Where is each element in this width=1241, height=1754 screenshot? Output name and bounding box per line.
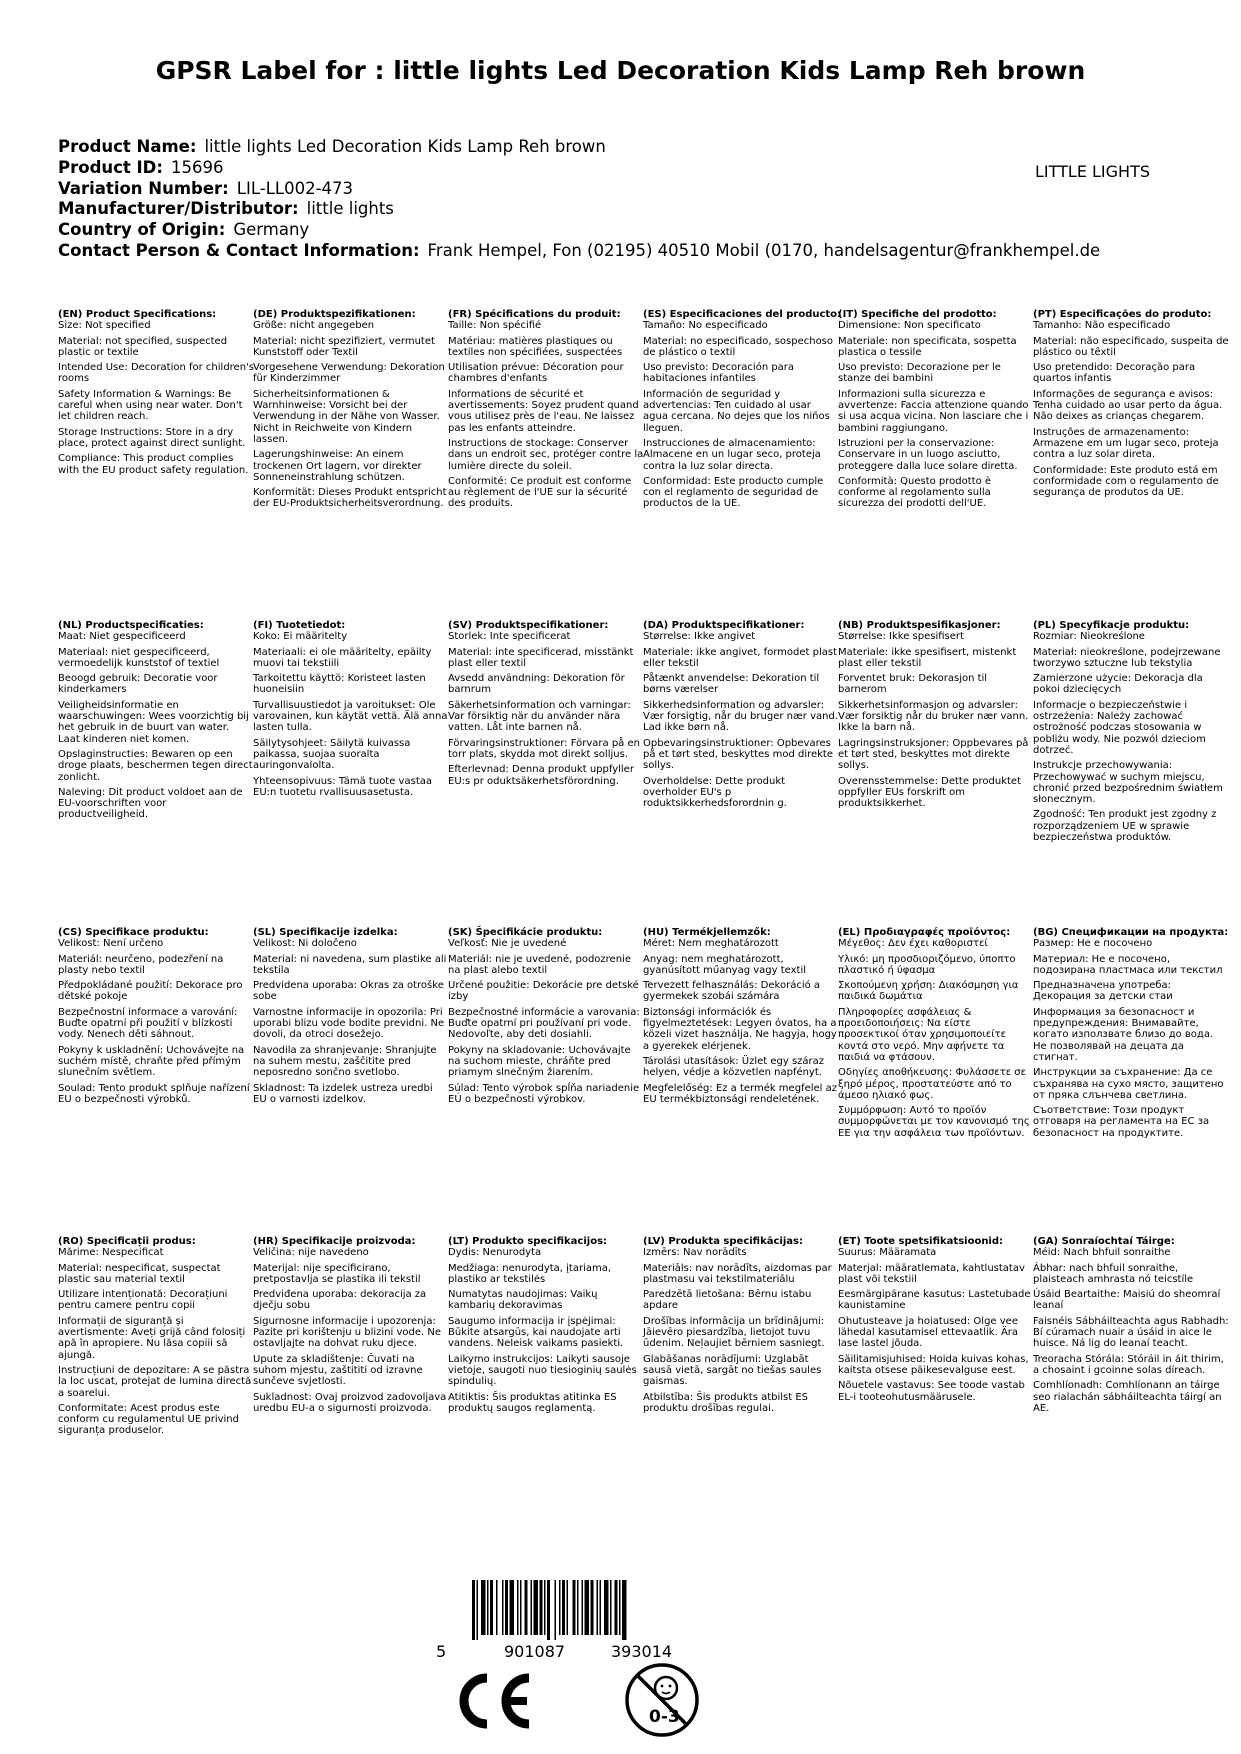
spec-text: Atitiktis: Šis produktas atitinka ES produktų saugos reglamentą. [448,1391,617,1414]
barcode-bar [531,1580,533,1635]
spec-heading: (NL) Productspecificaties: [58,620,204,631]
spec-text: Určené použitie: Dekorácie pre detské izby [448,980,639,1003]
barcode-bars [436,1580,736,1640]
barcode-bar [555,1580,557,1640]
spec-text: Materiaali: ei ole määritelty, epäilty muovi tai tekstiili [253,646,432,669]
barcode-bar [604,1580,609,1635]
spec-text: Material: não especificado, suspeita de plástico ou têxtil [1033,335,1229,358]
barcode-bar [610,1580,612,1635]
barcode-bar [517,1580,519,1635]
spec-block [643,1236,839,1418]
barcode-bar [559,1580,561,1635]
barcode [436,1580,736,1660]
spec-heading: (SK) Špecifikácie produktu: [448,927,603,938]
spec-text: Tamaño: No especificado [643,320,768,332]
barcode-bar [585,1580,590,1635]
spec-block [58,620,254,825]
spec-heading: (HR) Specifikacije proizvoda: [253,1236,416,1247]
barcode-bar [591,1580,594,1635]
spec-text: Información de seguridad y advertencias: Ten cuidado al usar agua cercana. No dejes que los niños lleguen. [643,388,830,434]
spec-text: Material: no especificado, sospechoso de plástico o textil [643,335,834,358]
spec-text: Instructions de stockage: Conserver dans un endroit sec, protéger contre la lumière directe du soleil. [448,437,644,472]
info-manufacturer: Manufacturer/Distributor: little lights [58,199,394,219]
spec-text: Uso previsto: Decorazione per le stanze dei bambini [838,362,1001,385]
spec-text: Säilitamisjuhised: Hoida kuivas kohas, kaitsta otsese päikesevalguse eest. [838,1353,1029,1376]
spec-text: Taille: Non spécifié [448,320,542,332]
barcode-bar [622,1580,627,1640]
spec-text: Påtænkt anvendelse: Dekoration til børns værelser [643,673,820,696]
spec-text: Material: not specified, suspected plastic or textile [58,335,228,358]
spec-block [838,1236,1034,1407]
spec-heading: (HU) Termékjellemzők: [643,927,771,938]
spec-text: Größe: nicht angegeben [253,320,375,332]
spec-block [643,620,839,813]
spec-text: Sukladnost: Ovaj proizvod zadovoljava uredbu EU-a o sigurnosti proizvoda. [253,1391,447,1414]
barcode-bar [487,1580,489,1635]
spec-text: Informações de segurança e avisos: Tenha cuidado ao usar perto da água. Não deixes as crianças chegarem. [1033,388,1223,423]
spec-heading: (EN) Product Specifications: [58,309,217,320]
barcode-bar [600,1580,602,1635]
spec-text: Tarkoitettu käyttö: Koristeet lasten huoneisiin [253,673,426,696]
ce-mark-icon [451,1672,535,1734]
spec-heading: (DE) Produktspezifikationen: [253,309,416,320]
spec-heading: (CS) Specifikace produktu: [58,927,209,938]
spec-text: Storage Instructions: Store in a dry place, protect against direct sunlight. [58,426,246,449]
spec-heading: (SV) Produktspecifikationer: [448,620,609,631]
page-title: GPSR Label for : little lights Led Decoration Kids Lamp Reh brown [155,56,1086,85]
spec-text: Uso previsto: Decoración para habitaciones infantiles [643,362,795,385]
spec-text: Materiál: neurčeno, podezření na plasty nebo textil [58,953,224,976]
barcode-bar [502,1580,504,1635]
barcode-bar [615,1580,618,1635]
spec-text: Naleving: Dit product voldoet aan de EU-voorschriften voor productveiligheid. [58,786,243,821]
spec-text: Skladnost: Ta izdelek ustreza uredbi EU o varnosti izdelkov. [253,1082,433,1105]
spec-text: Koko: Ei määritelty [253,631,348,643]
barcode-bar [477,1580,479,1640]
barcode-right-group: 393014 [611,1642,673,1661]
barcode-bar [490,1580,493,1635]
spec-text: Faisnéis Sábháilteachta agus Rabhadh: Bí cúramach nuair a úsáid in aice le huisce. Ná lig do leanaí teacht. [1033,1315,1229,1350]
spec-text: Drošības informācija un brīdinājumi: Jāievēro piesardzība, lietojot tuvu ūdenim. Neļaujiet bērniem sasniegt. [643,1315,825,1350]
spec-text: Materiale: ikke spesifisert, mistenkt plast eller tekstil [838,646,1017,669]
spec-text: Οδηγίες αποθήκευσης: Φυλάσσετε σε ξηρό μέρος, προστατεύστε από το άμεσο ηλιακό φως. [838,1067,1027,1101]
spec-text: Intended Use: Decoration for children's rooms [58,362,255,385]
barcode-bar [562,1580,565,1635]
spec-text: Instrukcje przechowywania: Przechowywać w suchym miejscu, chronić przed bezpośrednim światłem słonecznym. [1033,760,1223,806]
spec-text: Safety Information & Warnings: Be careful when using near water. Don't let children reach. [58,388,243,423]
spec-text: Tervezett felhasználás: Dekoráció a gyermekek szobái számára [643,980,821,1003]
spec-text: Bezpečnostné informácie a varovania: Buďte opatrní pri používaní pri vode. Nedovoľte, aby deti dosiahli. [448,1006,640,1041]
spec-text: Информация за безопасност и предупреждения: Внимавайте, когато използвате близо до вода. Не позволявай на децата да стигнат. [1033,1006,1214,1063]
info-contact: Contact Person & Contact Information: Frank Hempel, Fon (02195) 40510 Mobil (0170, handelsagentur@frankhempel.de [58,240,1101,260]
spec-block [448,620,644,791]
spec-text: Zamierzone użycie: Dekoracja dla pokoi dziecięcych [1033,673,1203,696]
spec-block [1033,927,1229,1143]
spec-heading: (LT) Produkto specifikacijos: [448,1236,608,1247]
spec-text: Velikost: Ni določeno [253,938,357,950]
spec-text: Suurus: Määramata [838,1247,937,1259]
spec-block [643,927,839,1109]
spec-heading: (ES) Especificaciones del producto: [643,309,842,320]
spec-text: Méid: Nach bhfuil sonraithe [1033,1247,1171,1259]
spec-text: Инструкции за съхранение: Да се съхранява на сухо място, защитено от пряка слънчева светлина. [1033,1067,1224,1101]
spec-text: Mărime: Nespecificat [58,1247,164,1259]
spec-text: Rozmiar: Nieokreślone [1033,631,1145,643]
spec-text: Conformità: Questo prodotto è conforme al regolamento sulla sicurezza dei prodotti dell'UE. [838,475,992,510]
spec-heading: (PT) Especificações do produto: [1033,309,1212,320]
spec-text: Material: nespecificat, suspectat plastic sau material textil [58,1262,221,1285]
spec-text: Materiale: non specificata, sospetta plastica o tessile [838,335,1017,358]
spec-heading: (EL) Προδιαγραφές προϊόντος: [838,927,1011,938]
spec-text: Navodila za shranjevanje: Shranjujte na suhem mestu, zaščitite pred neposredno sončno svetlobo. [253,1044,437,1079]
spec-text: Sikkerhedsinformation og advarsler: Vær forsigtig, når du bruger nær vand. Lad ikke børn nå. [643,699,839,734]
spec-text: Conformitate: Acest produs este conform cu regulamentul UE privind siguranța produselor. [58,1402,239,1437]
spec-text: Lagerungshinweise: An einem trockenen Ort lagern, vor direkter Sonneneinstrahlung schützen. [253,449,422,483]
spec-text: Overholdelse: Dette produkt overholder EU's p roduktsikkerhedsforordnin g. [643,775,787,810]
spec-text: Saugumo informacija ir įspėjimai: Būkite atsargūs, kai naudojate arti vandens. Neleisk vaikams pasiekti. [448,1315,624,1350]
spec-text: Lagringsinstruksjoner: Oppbevares på et tørt sted, beskyttes mot direkte sollys. [838,737,1029,772]
spec-text: Sikkerhetsinformasjon og advarsler: Vær forsiktig når du bruker nær vann. Ikke la barn nå. [838,699,1029,734]
spec-text: Istruzioni per la conservazione: Conservare in un luogo asciutto, proteggere dalla luce solare diretta. [838,437,1018,472]
spec-text: Upute za skladištenje: Čuvati na suhom mjestu, zaštititi od izravne sunčeve svjetlosti. [253,1353,423,1388]
spec-text: Material: ni navedena, sum plastike ali tekstila [253,953,447,976]
spec-block [838,927,1034,1143]
spec-text: Materjal: määratlemata, kahtlustatav plast või tekstiil [838,1262,1025,1285]
product-info [58,137,1100,262]
barcode-bar [510,1580,515,1635]
spec-text: Informations de sécurité et avertissements: Soyez prudent quand vous utilisez près de l'eau. Ne laissez pas les enfants atteindre. [448,388,639,434]
spec-text: Size: Not specified [58,320,151,332]
spec-text: Förvaringsinstruktioner: Förvara på en torr plats, skydda mot direkt solljus. [448,737,640,760]
spec-text: Størrelse: Ikke angivet [643,631,756,643]
spec-text: Υλικό: μη προσδιοριζόμενο, ύποπτο πλαστικό ή ύφασμα [838,953,1016,976]
spec-text: Megfelelőség: Ez a termék megfelel az EU termékbiztonsági rendeletének. [643,1082,837,1105]
spec-heading: (ET) Toote spetsifikatsioonid: [838,1236,1004,1247]
spec-text: Συμμόρφωση: Αυτό το προϊόν συμμορφώνεται με τον κανονισμό της ΕΕ για την ασφάλεια των προϊόντων. [838,1105,1030,1139]
spec-block [1033,309,1229,502]
spec-text: Veľkosť: Nie je uvedené [448,938,567,950]
spec-block [838,620,1034,813]
spec-block [448,309,644,514]
spec-text: Uso pretendido: Decoração para quartos infantis [1033,362,1196,385]
spec-block [448,1236,644,1418]
spec-text: Instrucțiuni de depozitare: A se păstra la loc uscat, protejat de lumina directă a soarelui. [58,1364,252,1399]
barcode-bar [619,1580,621,1635]
spec-text: Vorgesehene Verwendung: Dekoration für Kinderzimmer [253,362,445,385]
spec-text: Materijal: nije specificirano, pretpostavlja se plastika ili tekstil [253,1262,421,1285]
spec-text: Atbilstība: Šis produkts atbilst ES produktu drošības regulai. [643,1391,809,1414]
spec-text: Storlek: Inte specificerat [448,631,571,643]
spec-text: Biztonsági információk és figyelmeztetések: Legyen óvatos, ha a közeli vizet használja. Ne hagyja, hogy a gyerekek elérjenek. [643,1006,837,1052]
spec-text: Zgodność: Ten produkt jest zgodny z rozporządzeniem UE w sprawie bezpieczeństwa produktów. [1033,809,1217,844]
spec-text: Материал: Не е посочено, подозирана пластмаса или текстил [1033,953,1223,976]
spec-text: Ohutusteave ja hoiatused: Olge vee lähedal kasutamisel ettevaatlik. Ära lase lastel jõuda. [838,1315,1019,1350]
spec-text: Materiaal: niet gespecificeerd, vermoedelijk kunststof of textiel [58,646,220,669]
spec-text: Matériau: matières plastiques ou textiles non spécifiées, suspectées [448,335,623,358]
spec-text: Tárolási utasítások: Üzlet egy száraz helyen, védje a közvetlen napfényt. [643,1055,825,1079]
spec-heading: (RO) Specificații produs: [58,1236,196,1247]
barcode-bar [525,1580,528,1635]
spec-block [58,927,254,1109]
barcode-left-group: 901087 [504,1642,566,1661]
spec-text: Material: inte specificerad, misstänkt plast eller textil [448,646,634,669]
svg-text:0-3: 0-3 [649,1707,680,1727]
barcode-bar [540,1580,543,1635]
spec-text: Utilisation prévue: Décoration pour chambres d'enfants [448,362,624,385]
info-variation-number: Variation Number: LIL-LL002-473 [58,178,354,198]
spec-text: Předpokládané použití: Dekorace pro dětské pokoje [58,980,243,1003]
spec-text: Predvidena uporaba: Okras za otroške sobe [253,980,444,1003]
spec-text: Размер: Не е посочено [1033,938,1153,950]
spec-heading: (IT) Specifiche del prodotto: [838,309,997,320]
spec-heading: (SL) Specifikacije izdelka: [253,927,398,938]
spec-block [1033,620,1229,847]
spec-text: Yhteensopivuus: Tämä tuote vastaa EU:n tuotetu rvallisuusasetusta. [253,775,432,798]
spec-heading: (PL) Specyfikacje produktu: [1033,620,1190,631]
info-country-of-origin: Country of Origin: Germany [58,220,310,240]
spec-text: Comhlíonadh: Comhlíonann an táirge seo rialachán sábháilteachta táirgí an AE. [1033,1380,1222,1414]
spec-text: Opbevaringsinstruktioner: Opbevares på et tørt sted, beskyttes mod direkte sollys. [643,737,834,772]
spec-block [253,309,449,514]
spec-block [838,309,1034,514]
spec-text: Conformité: Ce produit est conforme au règlement de l'UE sur la sécurité des produits. [448,475,632,510]
spec-text: Forventet bruk: Dekorasjon til barnerom [838,673,988,696]
barcode-bar [472,1580,475,1640]
spec-block [1033,1236,1229,1418]
not-for-children-0-3-icon [622,1660,702,1744]
spec-text: Informacje o bezpieczeństwie i ostrzeżenia: Należy zachować ostrożność podczas stosowania w pobliżu wody. Nie pozwól dzieciom dotrzeć. [1033,699,1206,756]
spec-text: Veličina: nije navedeno [253,1247,369,1259]
spec-text: Beoogd gebruik: Decoratie voor kinderkamers [58,673,218,696]
spec-text: Predviđena uporaba: dekoracija za dječju sobu [253,1289,427,1312]
spec-text: Medžiaga: nenurodyta, įtariama, plastiko ar tekstilės [448,1262,612,1285]
spec-text: Säilytysohjeet: Säilytä kuivassa paikassa, suojaa suoralta auringonvalolta. [253,737,411,772]
spec-text: Μέγεθος: Δεν έχει καθοριστεί [838,938,988,950]
spec-text: Súlad: Tento výrobok spĺňa nariadenie EÚ o bezpečnosti výrobkov. [448,1082,640,1105]
barcode-bar [577,1580,579,1635]
barcode-first-digit: 5 [436,1642,447,1661]
spec-text: Turvallisuustiedot ja varoitukset: Ole varovainen, kun käytät vettä. Älä anna lasten tulla. [253,699,448,734]
spec-text: Maat: Niet gespecificeerd [58,631,186,643]
barcode-bar [547,1580,550,1640]
spec-text: Съответствие: Този продукт отговаря на регламента на ЕС за безопасност на продуктите. [1033,1105,1210,1139]
spec-block [58,309,254,480]
spec-heading: (LV) Produkta specifikācijas: [643,1236,803,1247]
spec-text: Varnostne informacije in opozorila: Pri uporabi blizu vode bodite previdni. Ne dovoli, da otroci dosežejo. [253,1006,445,1041]
spec-text: Veiligheidsinformatie en waarschuwingen: Wees voorzichtig bij het gebruik in de buurt van water. Laat kinderen niet komen. [58,699,249,745]
spec-text: Soulad: Tento produkt splňuje nařízení EU o bezpečnosti výrobků. [58,1082,250,1105]
barcode-bar [573,1580,576,1635]
spec-heading: (BG) Спецификации на продукта: [1033,927,1229,938]
barcode-bar [534,1580,539,1635]
spec-text: Pokyny na skladovanie: Uchovávajte na suchom mieste, chráňte pred priamym slnečným žiarením. [448,1044,631,1079]
spec-text: Instrucciones de almacenamiento: Almacene en un lugar seco, proteja contra la luz solar directa. [643,437,821,472]
spec-block [253,927,449,1109]
spec-text: Méret: Nem meghatározott [643,938,779,950]
spec-block [253,1236,449,1418]
spec-text: Numatytas naudojimas: Vaikų kambarių dekoravimas [448,1289,598,1312]
barcode-bar [582,1580,584,1635]
barcode-bar [520,1580,522,1635]
spec-heading: (FI) Tuotetiedot: [253,620,346,631]
info-product-name: Product Name: little lights Led Decoration Kids Lamp Reh brown [58,137,606,156]
spec-text: Materiál: nie je uvedené, podozrenie na plast alebo textil [448,953,631,976]
barcode-bar [505,1580,508,1635]
spec-text: Σκοπούμενη χρήση: Διακόσμηση για παιδικά δωμάτια [838,980,1019,1003]
spec-text: Instruções de armazenamento: Armazene em um lugar seco, proteja contra a luz solar direta. [1033,426,1219,461]
spec-text: Sicherheitsinformationen & Warnhinweise: Vorsicht bei der Verwendung in der Nähe von Wasser. Nicht in Reichweite von Kindern lassen. [253,388,440,445]
spec-text: Laikymo instrukcijos: Laikyti sausoje vietoje, saugoti nuo tiesioginių saulės spindulių. [448,1353,637,1388]
spec-text: Paredzētā lietošana: Bērnu istabu apdare [643,1289,812,1312]
spec-text: Sigurnosne informacije i upozorenja: Pazite pri korištenju u blizini vode. Ne ostavljajte na dohvat ruku djece. [253,1315,442,1350]
spec-text: Material: nicht spezifiziert, vermutet Kunststoff oder Textil [253,335,435,358]
brand-name: LITTLE LIGHTS [1035,162,1150,181]
spec-text: Avsedd användning: Dekoration för barnrum [448,673,625,696]
spec-text: Izmērs: Nav norādīts [643,1247,747,1259]
spec-text: Säkerhetsinformation och varningar: Var försiktig när du använder nära vatten. Låt inte barnen nå. [448,699,631,734]
spec-text: Compliance: This product complies with the EU product safety regulation. [58,453,249,476]
spec-text: Materiāls: nav norādīts, aizdomas par plastmasu vai tekstilmateriālu [643,1262,832,1285]
spec-block [448,927,644,1109]
spec-heading: (GA) Sonraíochtaí Táirge: [1033,1236,1175,1247]
spec-text: Konformität: Dieses Produkt entspricht der EU-Produktsicherheitsverordnung. [253,487,447,510]
spec-text: Bezpečnostní informace a varování: Buďte opatrní při použití v blízkosti vody. Nenech děti sáhnout. [58,1006,238,1041]
spec-text: Utilizare intenționată: Decorațiuni pentru camere pentru copii [58,1289,228,1312]
spec-text: Størrelse: Ikke spesifisert [838,631,964,643]
spec-text: Tamanho: Não especificado [1033,320,1171,332]
spec-text: Úsáid Beartaithe: Maisiú do sheomraí leanaí [1033,1289,1221,1312]
spec-text: Ábhar: nach bhfuil sonraithe, plaisteach amhrasta nó teicstíle [1033,1262,1194,1285]
spec-text: Materiał: nieokreślone, podejrzewane tworzywo sztuczne lub tekstylia [1033,646,1221,669]
spec-text: Предназначена употреба: Декорация за детски стаи [1033,980,1173,1003]
spec-text: Pokyny k uskladnění: Uchovávejte na suchém místě, chraňte před přímým slunečním světlem. [58,1044,245,1079]
spec-text: Dimensione: Non specificato [838,320,981,332]
barcode-bar [481,1580,486,1635]
spec-text: Treoracha Stórála: Stóráil in áit thirim, a chosaint i gcoinne solas díreach. [1033,1353,1224,1376]
spec-text: Glabāšanas norādījumi: Uzglabāt sausā vietā, sargāt no tiešas saules gaismas. [643,1353,822,1388]
spec-text: Informazioni sulla sicurezza e avvertenze: Faccia attenzione quando si usa acqua vicina. Non lasciare che i bambini raggiungano. [838,388,1029,434]
spec-text: Velikost: Není určeno [58,938,164,950]
spec-text: Dydis: Nenurodyta [448,1247,542,1259]
spec-text: Eesmärgipärane kasutus: Lastetubade kaunistamine [838,1289,1031,1312]
spec-text: Conformidad: Este producto cumple con el reglamento de seguridad de productos de la UE. [643,475,824,510]
spec-text: Efterlevnad: Denna produkt uppfyller EU:s pr oduktsäkerhetsförordning. [448,764,634,787]
spec-heading: (NB) Produktspesifikasjoner: [838,620,1001,631]
spec-text: Anyag: nem meghatározott, gyanúsított műanyag vagy textil [643,953,807,976]
spec-text: Informații de siguranță și avertismente: Aveți grijă când folosiți apă în apropiere. Nu lăsa copiii să ajungă. [58,1315,246,1361]
spec-block [643,309,842,514]
spec-text: Πληροφορίες ασφάλειας & προειδοποιήσεις: Να είστε προσεκτικοί όταν χρησιμοποιείτε κοντά στο νερό. Μην αφήνετε τα παιδιά να φτάσουν. [838,1006,1006,1063]
spec-heading: (DA) Produktspecifikationer: [643,620,805,631]
spec-block [58,1236,254,1441]
info-product-id: Product ID: 15696 [58,157,224,177]
spec-heading: (FR) Spécifications du produit: [448,309,621,320]
barcode-bar [567,1580,569,1635]
barcode-bar [544,1580,546,1635]
barcode-bar [496,1580,498,1635]
spec-text: Materiale: ikke angivet, formodet plast eller tekstil [643,646,838,669]
barcode-bar [597,1580,599,1635]
spec-text: Conformidade: Este produto está em conformidade com o regulamento de segurança de produtos da UE. [1033,464,1219,499]
spec-text: Opslaginstructies: Bewaren op een droge plaats, beschermen tegen direct zonlicht. [58,748,253,783]
spec-text: Overensstemmelse: Dette produktet oppfyller EUs forskrift om produktsikkerhet. [838,775,1021,810]
spec-text: Nõuetele vastavus: See toode vastab EL-i tooteohutusmäärusele. [838,1380,1025,1403]
spec-block [253,620,449,802]
